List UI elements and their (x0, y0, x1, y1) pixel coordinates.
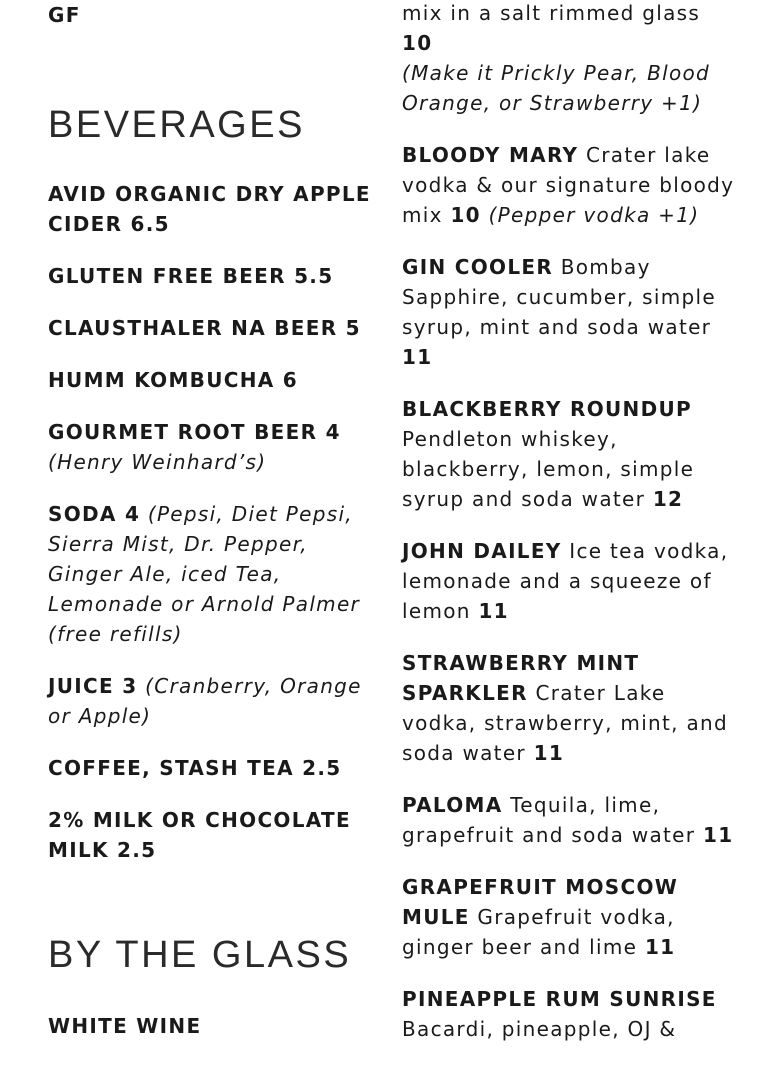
cocktail-item (402, 648, 747, 768)
item-name: WHITE WINE (48, 1014, 202, 1038)
beverage-item (48, 261, 378, 291)
item-name: JUICE 3 (48, 674, 138, 698)
beverage-item (48, 499, 378, 649)
cocktail-item (402, 394, 747, 514)
beverages-heading: BEVERAGES (48, 104, 305, 146)
beverage-item (48, 753, 378, 783)
item-name: BLACKBERRY ROUNDUP (402, 397, 692, 421)
by-the-glass-heading: BY THE GLASS (48, 934, 352, 976)
item-note: (Pepper vodka +1) (488, 203, 700, 227)
cocktail-item (402, 252, 747, 372)
wine-subheading (48, 1011, 378, 1041)
item-price: 11 (702, 823, 734, 847)
item-name: SODA 4 (48, 502, 141, 526)
item-desc: Bombay Sapphire, cucumber, simple syrup, mint and soda water (402, 255, 716, 339)
item-price: 10 (450, 203, 481, 227)
beverage-item (48, 365, 378, 395)
item-price: 11 (478, 599, 509, 623)
item-desc: Bacardi, pineapple, OJ & (402, 1017, 677, 1041)
cocktail-item (402, 984, 747, 1044)
cocktail-item (402, 140, 747, 230)
item-name: GOURMET ROOT BEER 4 (48, 420, 341, 444)
cocktail-item (402, 872, 747, 962)
item-desc: Tequila, lime, grapefruit and soda water (402, 793, 696, 847)
item-price: 10 (402, 31, 433, 55)
item-desc: Ice tea vodka, lemonade and a squeeze of lemon (402, 539, 729, 623)
item-desc: mix in a salt rimmed glass (402, 1, 701, 25)
item-price: 11 (402, 345, 433, 369)
item-name: HUMM KOMBUCHA 6 (48, 368, 299, 392)
gf-fragment: GF (48, 3, 81, 27)
item-price: 11 (533, 741, 565, 765)
item-name: STRAWBERRY MINT SPARKLER (402, 651, 640, 705)
cocktail-fragment (402, 0, 747, 118)
item-note: (Henry Weinhard’s) (48, 450, 267, 474)
item-price: 12 (652, 487, 684, 511)
beverage-item (48, 179, 378, 239)
cocktail-item (402, 790, 747, 850)
left-column (48, 0, 378, 1063)
beverage-item (48, 805, 378, 865)
item-name: CLAUSTHALER NA BEER 5 (48, 316, 361, 340)
item-note: (Pepsi, Diet Pepsi, Sierra Mist, Dr. Pepper, Ginger Ale, iced Tea, Lemonade or Arnold Palmer (free refills) (48, 502, 361, 646)
item-desc: Crater lake vodka & our signature bloody mix (402, 143, 735, 227)
item-name: GLUTEN FREE BEER 5.5 (48, 264, 334, 288)
item-name: AVID ORGANIC DRY APPLE CIDER 6.5 (48, 182, 371, 236)
beverage-item (48, 671, 378, 731)
beverage-item (48, 417, 378, 477)
item-name: GIN COOLER (402, 255, 554, 279)
item-name: PINEAPPLE RUM SUNRISE (402, 987, 717, 1011)
item-note: (Cranberry, Orange or Apple) (48, 674, 362, 728)
item-name: COFFEE, STASH TEA 2.5 (48, 756, 342, 780)
item-desc: Pendleton whiskey, blackberry, lemon, simple syrup and soda water (402, 427, 695, 511)
item-desc: Grapefruit vodka, ginger beer and lime (402, 905, 675, 959)
right-column (402, 0, 747, 1066)
item-note: (Make it Prickly Pear, Blood Orange, or Strawberry +1) (402, 61, 711, 115)
beverage-item (48, 313, 378, 343)
cocktail-item (402, 536, 747, 626)
item-name: JOHN DAILEY (402, 539, 562, 563)
item-desc: Crater Lake vodka, strawberry, mint, and soda water (402, 681, 729, 765)
item-name: GRAPEFRUIT MOSCOW MULE (402, 875, 679, 929)
item-name: BLOODY MARY (402, 143, 579, 167)
item-name: 2% MILK OR CHOCOLATE MILK 2.5 (48, 808, 351, 862)
item-name: PALOMA (402, 793, 503, 817)
item-price: 11 (644, 935, 676, 959)
